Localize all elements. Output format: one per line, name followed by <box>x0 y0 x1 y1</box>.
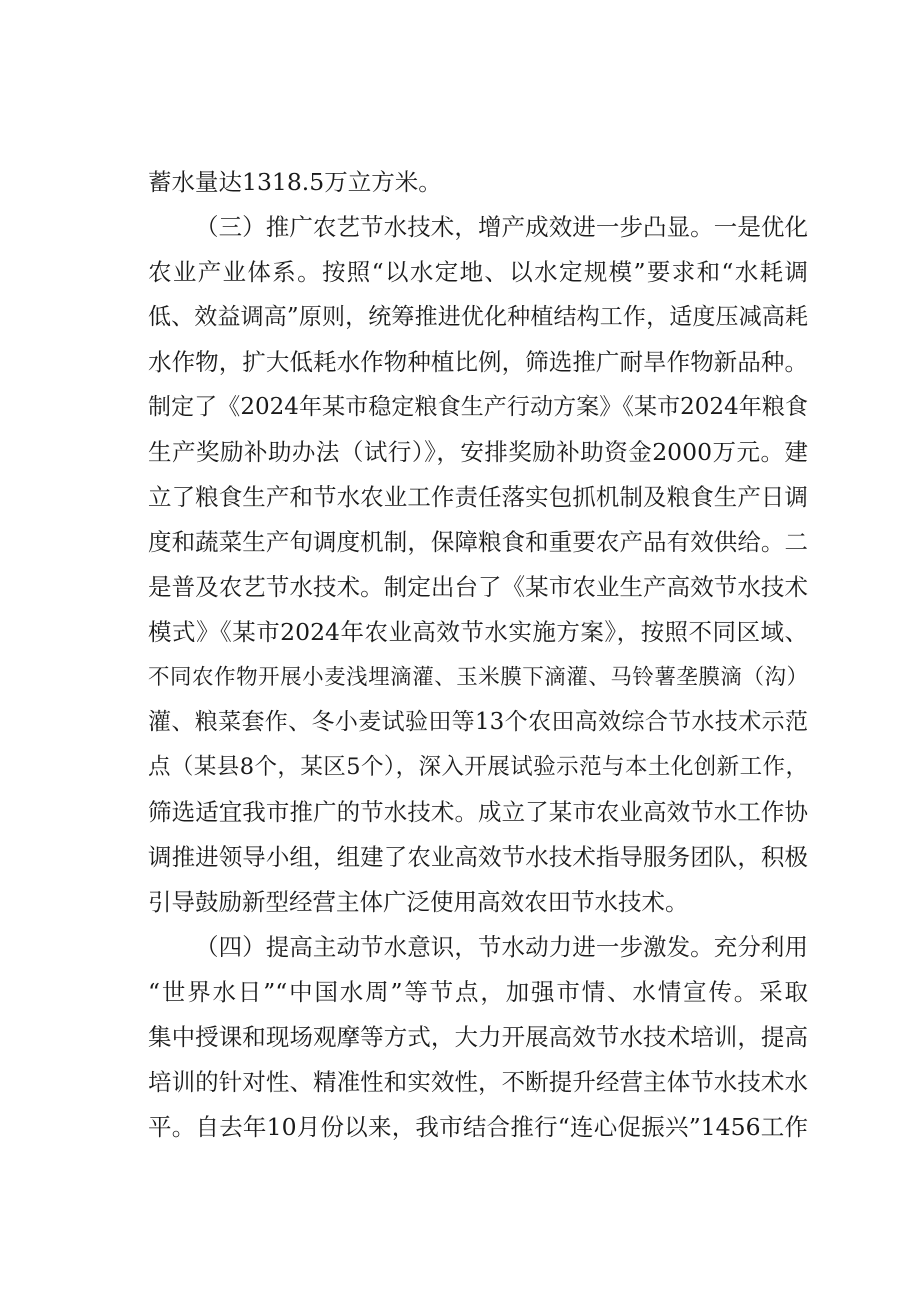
text-line: 度和蔬菜生产旬调度机制，保障粮食和重要农产品有效供给。二 <box>148 528 808 556</box>
text-line: 蓄水量达1318.5万立方米。 <box>148 168 442 196</box>
text-line: 灌、粮菜套作、冬小麦试验田等13个农田高效综合节水技术示范 <box>148 709 808 735</box>
text-line: 水作物，扩大低耗水作物种植比例，筛选推广耐旱作物新品种。 <box>148 348 808 376</box>
text-line: （四）提高主动节水意识，节水动力进一步激发。充分利用 <box>195 933 808 961</box>
text-line: 低、效益调高”原则，统筹推进优化种植结构工作，适度压减高耗 <box>148 304 808 330</box>
text-line: 平。自去年10月份以来，我市结合推行“连心促振兴”1456工作 <box>148 1113 808 1141</box>
text-line: 引导鼓励新型经营主体广泛使用高效农田节水技术。 <box>148 888 689 916</box>
text-line: 调推进领导小组，组建了农业高效节水技术指导服务团队，积极 <box>148 843 808 871</box>
text-line: 筛选适宜我市推广的节水技术。成立了某市农业高效节水工作协 <box>148 798 808 826</box>
text-line: 点（某县8个，某区5个），深入开展试验示范与本土化创新工作， <box>148 754 808 780</box>
document-body <box>148 160 808 1150</box>
text-line: “世界水日”“中国水周”等节点，加强市情、水情宣传。采取 <box>148 978 808 1006</box>
text-line: 培训的针对性、精准性和实效性，不断提升经营主体节水技术水 <box>148 1068 808 1096</box>
text-line: 是普及农艺节水技术。制定出台了《某市农业生产高效节水技术 <box>148 573 808 601</box>
text-line: 不同农作物开展小麦浅埋滴灌、玉米膜下滴灌、马铃薯垄膜滴（沟） <box>148 665 808 690</box>
text-line: 制定了《2024年某市稳定粮食生产行动方案》《某市2024年粮食 <box>148 394 808 420</box>
text-line: 立了粮食生产和节水农业工作责任落实包抓机制及粮食生产日调 <box>148 483 808 511</box>
text-line: 模式》《某市2024年农业高效节水实施方案》，按照不同区域、 <box>148 618 808 646</box>
text-line: （三）推广农艺节水技术，增产成效进一步凸显。一是优化 <box>195 213 808 241</box>
text-line: 农业产业体系。按照“以水定地、以水定规模”要求和“水耗调 <box>148 258 808 286</box>
text-line: 生产奖励补助办法（试行）》，安排奖励补助资金2000万元。建 <box>148 438 808 466</box>
text-line: 集中授课和现场观摩等方式，大力开展高效节水技术培训，提高 <box>148 1023 808 1051</box>
